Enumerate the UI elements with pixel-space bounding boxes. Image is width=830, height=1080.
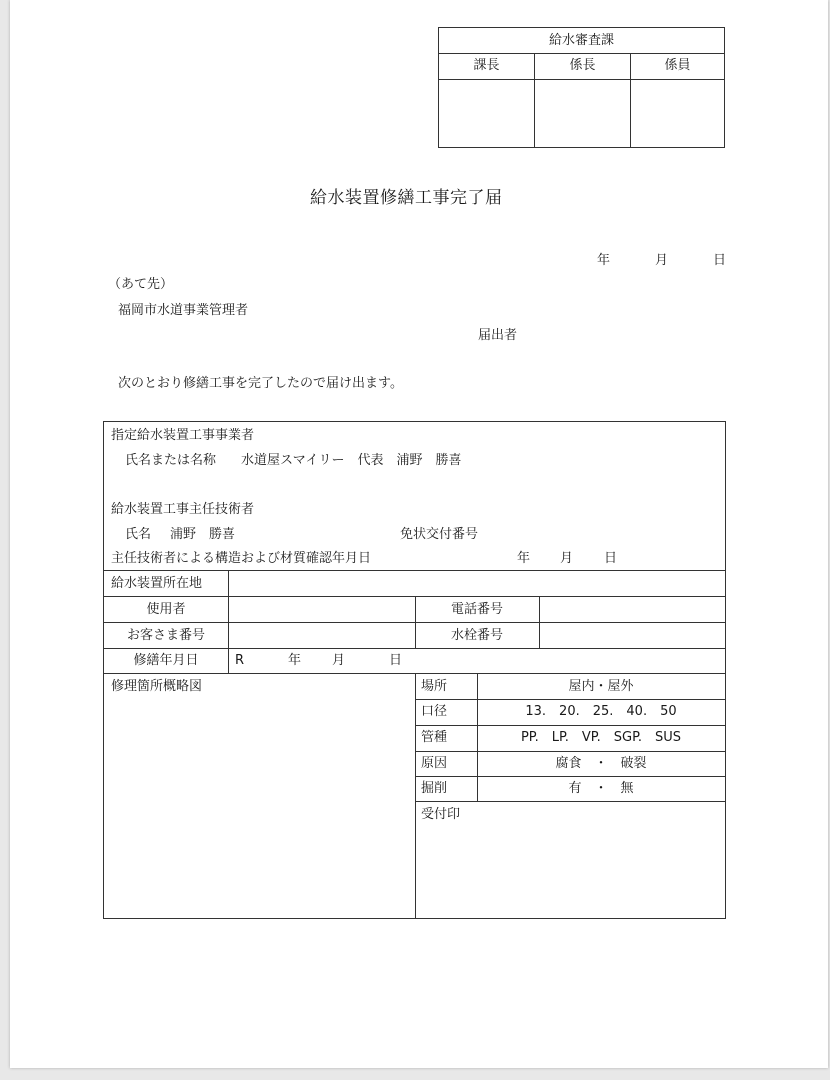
detail-pipe-type-value: PP. LP. VP. SGP. SUS [520,730,682,745]
addressee-label: （あて先） [108,277,174,292]
repair-sketch-label: 修理箇所概略図 [111,679,203,694]
document-page [10,0,828,1068]
form-divider [415,776,725,777]
approval-col-subsection-chief [535,53,631,148]
confirmation-day: 日 [604,551,618,566]
form-divider [415,699,725,700]
detail-excavation-label: 掘削 [421,781,448,796]
approval-department: 給水審査課 [439,28,724,54]
repair-date-month: 月 [332,653,346,668]
detail-cause-label: 原因 [421,756,448,771]
license-number-label: 免状交付番号 [400,527,479,542]
detail-pipe-type-label: 管種 [421,730,448,745]
date-year: 年 [597,253,611,268]
detail-location-value: 屋内・屋外 [568,679,634,694]
reception-stamp-label: 受付印 [421,807,461,822]
contractor-name-label: 氏名または名称 [125,453,217,468]
addressee-name: 福岡市水道事業管理者 [118,303,249,318]
date-day: 日 [713,253,727,268]
confirmation-year: 年 [517,551,531,566]
repair-date-day: 日 [389,653,403,668]
engineer-heading: 給水装置工事主任技術者 [111,502,255,517]
phone-label: 電話番号 [450,602,503,617]
form-divider [539,596,540,648]
hydrant-number-label: 水栓番号 [450,628,503,643]
customer-number-label: お客さま番号 [126,628,205,643]
contractor-name-value: 水道屋スマイリー 代表 浦野 勝喜 [241,453,462,468]
approval-col-staff [631,53,724,148]
date-month: 月 [655,253,669,268]
engineer-name-label: 氏名 [125,527,152,542]
form-divider [415,751,725,752]
user-label: 使用者 [146,602,186,617]
form-divider [415,725,725,726]
approval-col-section-chief [439,53,535,148]
repair-date-year: 年 [288,653,302,668]
document-title: 給水装置修繕工事完了届 [310,188,503,208]
approval-label-staff: 係員 [631,53,724,80]
detail-diameter-value: 13. 20. 25. 40. 50 [525,704,677,719]
detail-location-label: 場所 [421,679,448,694]
contractor-heading: 指定給水装置工事事業者 [111,428,255,443]
repair-date-label: 修繕年月日 [133,653,199,668]
confirmation-month: 月 [560,551,574,566]
approval-label-section-chief: 課長 [439,53,534,80]
statement-text: 次のとおり修繕工事を完了したので届け出ます。 [118,376,403,391]
repair-form-table [103,421,726,919]
form-divider [228,570,229,674]
repair-date-era: R [235,653,245,668]
form-divider [415,673,416,918]
detail-diameter-label: 口径 [421,704,448,719]
approval-stamp-box [438,27,725,148]
form-divider [104,570,725,571]
confirmation-date-label: 主任技術者による構造および材質確認年月日 [111,551,372,566]
detail-cause-value: 腐食 ・ 破裂 [555,756,647,771]
engineer-name-value: 浦野 勝喜 [170,527,236,542]
supply-location-label: 給水装置所在地 [111,576,203,591]
form-divider [104,648,725,649]
applicant-label: 届出者 [478,328,518,343]
form-divider [415,801,725,802]
detail-excavation-value: 有 ・ 無 [568,781,634,796]
approval-label-subsection-chief: 係長 [535,53,630,80]
